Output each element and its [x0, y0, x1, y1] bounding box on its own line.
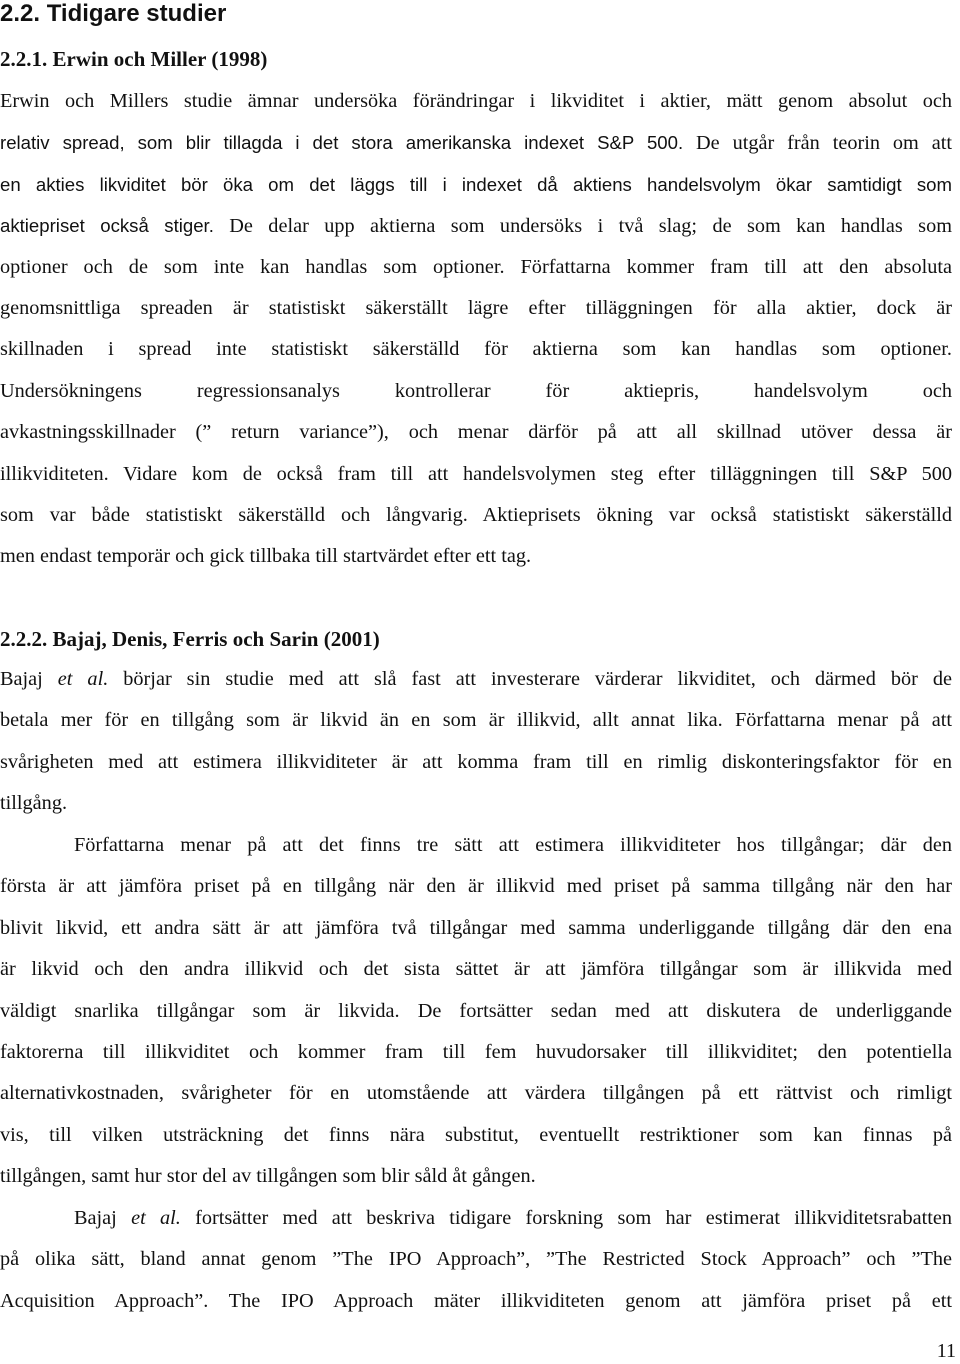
text-line: Undersökningens regressionsanalys kontrollerar för aktiepris, handelsvolym och: [0, 379, 952, 402]
text-line: på olika sätt, bland annat genom ”The IPO Approach”, ”The Restricted Stock Approach” och ”The: [0, 1248, 952, 1271]
text-line: Erwin och Millers studie ämnar undersöka förändringar i likviditet i aktier, mätt genom absolut och: [0, 90, 952, 112]
section-heading: 2.2. Tidigare studier: [0, 0, 227, 27]
text-run: fortsätter med att beskriva tidigare forskning som har estimerat illikviditetsrabatten: [180, 1207, 952, 1229]
study1-heading: 2.2.1. Erwin och Miller (1998): [0, 47, 268, 71]
text-line: skillnaden i spread inte statistiskt säkerställd för aktierna som kan handlas som optioner.: [0, 338, 952, 361]
text-line: [0, 122, 952, 163]
text-run: De delar upp aktierna som undersöks i två slag; de som kan handlas som: [213, 215, 952, 238]
text-line: Författarna menar på att det finns tre sätt att estimera illikviditeter hos tillgångar; där den: [74, 834, 952, 856]
author-name: Bajaj: [74, 1207, 132, 1229]
text-run: aktiepriset också stiger.: [0, 215, 214, 237]
text-run: börjar sin studie med att slå fast att investerare värderar likviditet, och därmed bör de: [108, 668, 953, 690]
text-line: vis, till vilken utsträckning det finns nära substitut, eventuellt restriktioner som kan finnas på: [0, 1123, 952, 1146]
author-name: Bajaj: [0, 668, 58, 690]
study2-heading: 2.2.2. Bajaj, Denis, Ferris och Sarin (2001): [0, 627, 380, 651]
text-line: betala mer för en tillgång som är likvid än en som är illikvid, allt annat lika. Författarna menar på att: [0, 709, 952, 732]
text-line: genomsnittliga spreaden är statistiskt säkerställt lägre efter tilläggningen för alla aktier, dock är: [0, 296, 952, 319]
text-line: är likvid och den andra illikvid och det sista sättet är att jämföra tillgångar som är illikvida med: [0, 958, 952, 981]
text-line: faktorerna till illikviditet och kommer fram till fem huvudorsaker till illikviditet; den potentiella: [0, 1040, 952, 1063]
et-al: et al.: [131, 1207, 181, 1229]
text-line: som var både statistiskt säkerställd och långvarig. Aktieprisets ökning var också statistiskt säkerställd: [0, 503, 952, 526]
text-line: svårigheten med att estimera illikviditeter är att komma fram till en rimlig diskonteringsfaktor för en: [0, 750, 952, 773]
text-line: tillgången, samt hur stor del av tillgången som blir såld åt gången.: [0, 1165, 536, 1188]
text-line: tillgång.: [0, 792, 68, 815]
text-line: men endast temporär och gick tillbaka till startvärdet efter ett tag.: [0, 545, 532, 568]
study2-paragraph-3: [0, 1198, 952, 1322]
text-line: [0, 1198, 952, 1239]
text-line: Acquisition Approach”. The IPO Approach mäter illikviditeten genom att jämföra priset på ett: [0, 1289, 952, 1312]
text-line: [0, 659, 952, 700]
text-line: [0, 205, 952, 246]
text-run: relativ spread, som blir tillagda i det stora amerikanska indexet S&P 500.: [0, 132, 684, 154]
text-line: blivit likvid, ett andra sätt är att jämföra två tillgångar med samma underliggande tillgång där den ena: [0, 916, 952, 939]
study2-paragraph-1: [0, 659, 952, 825]
et-al: et al.: [57, 668, 109, 690]
text-line: avkastningsskillnader (” return variance”), och menar därför på att all skillnad utöver dessa är: [0, 421, 952, 444]
study2-paragraph-2: [0, 825, 952, 1198]
text-run: De utgår från teorin om att: [683, 132, 952, 155]
text-line: en akties likviditet bör öka om det läggs till i indexet då aktiens handelsvolym ökar samtidigt som: [0, 173, 952, 195]
text-line: första är att jämföra priset på en tillgång när den är illikvid med priset på samma tillgång när den har: [0, 875, 952, 898]
page-number: 11: [936, 1340, 956, 1362]
text-line: optioner och de som inte kan handlas som optioner. Författarna kommer fram till att den absoluta: [0, 255, 952, 278]
text-line: alternativkostnaden, svårigheter för en utomstående att värdera tillgången på ett rättvist och rimligt: [0, 1082, 952, 1105]
text-line: väldigt snarlika tillgångar som är likvida. De fortsätter sedan med att diskutera de underliggande: [0, 999, 952, 1022]
study1-paragraph: [0, 81, 952, 578]
text-line: illikviditeten. Vidare kom de också fram till att handelsvolymen steg efter tilläggningen till S&P 500: [0, 462, 952, 485]
